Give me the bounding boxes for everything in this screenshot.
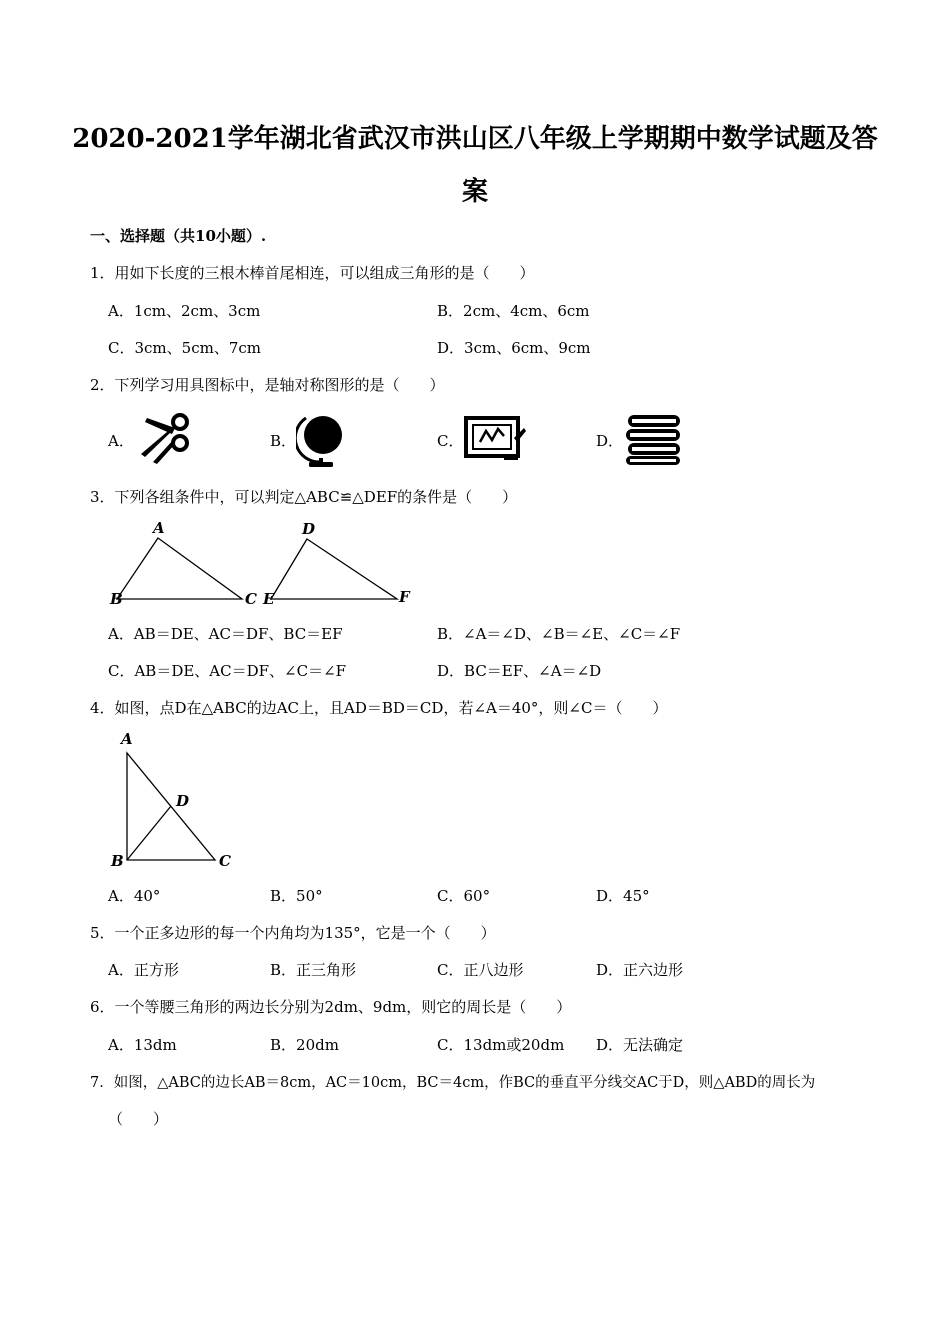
question-7-blank: （ ） [108, 1110, 169, 1128]
q1-option-d: D．3cm、6cm、9cm [437, 339, 591, 357]
q5-option-a: A．正方形 [108, 961, 179, 979]
question-4: 4．如图，点D在△ABC的边AC上，且AD＝BD＝CD，若∠A＝40°，则∠C＝（ ） [90, 699, 668, 717]
q2-option-d-label: D． [596, 432, 624, 450]
document-title-line2: 案 [461, 177, 488, 207]
q4-triangle-figure [105, 728, 245, 873]
label-d: D [302, 520, 316, 538]
q4-option-b: B．50° [270, 887, 323, 905]
question-5: 5．一个正多边形的每一个内角均为135°，它是一个（ ） [90, 924, 496, 942]
q4-option-a: A．40° [108, 887, 161, 905]
q1-option-b: B．2cm、4cm、6cm [437, 302, 590, 320]
q3-option-c: C．AB＝DE、AC＝DF、∠C＝∠F [108, 662, 347, 680]
q6-option-a: A．13dm [108, 1036, 177, 1054]
q5-option-d: D．正六边形 [596, 961, 684, 979]
q6-option-c: C．13dm或20dm [437, 1036, 565, 1054]
label-a: A [121, 730, 133, 748]
label-c: C [245, 590, 257, 608]
q3-option-a: A．AB＝DE、AC＝DF、BC＝EF [108, 625, 343, 643]
question-6: 6．一个等腰三角形的两边长分别为2dm、9dm，则它的周长是（ ） [90, 998, 572, 1016]
q5-option-c: C．正八边形 [437, 961, 524, 979]
q4-option-d: D．45° [596, 887, 650, 905]
q3-triangles-figure [105, 518, 425, 610]
question-3: 3．下列各组条件中，可以判定△ABC≌△DEF的条件是（ ） [90, 488, 518, 506]
q2-option-b-label: B． [270, 432, 297, 450]
label-c: C [219, 852, 231, 870]
q6-option-b: B．20dm [270, 1036, 339, 1054]
label-e: E [263, 590, 275, 608]
document-title-line1: 2020-2021学年湖北省武汉市洪山区八年级上学期期中数学试题及答 [72, 124, 878, 154]
scissors-icon [135, 410, 195, 468]
label-b: B [110, 590, 123, 608]
q3-option-d: D．BC＝EF、∠A＝∠D [437, 662, 602, 680]
section-heading: 一、选择题（共10小题）. [90, 227, 267, 245]
q2-option-a-label: A． [108, 432, 134, 450]
label-d: D [176, 792, 190, 810]
triangle-abc [117, 538, 242, 599]
label-a: A [153, 519, 165, 537]
q4-option-c: C．60° [437, 887, 491, 905]
q6-option-d: D．无法确定 [596, 1036, 684, 1054]
triangle-def [271, 539, 397, 599]
globe-icon [296, 412, 346, 468]
q3-option-b: B．∠A＝∠D、∠B＝∠E、∠C＝∠F [437, 625, 681, 643]
books-icon [624, 412, 684, 466]
question-7: 7．如图，△ABC的边长AB＝8cm，AC＝10cm，BC＝4cm，作BC的垂直平分线交AC于D，则△ABD的周长为 [90, 1075, 816, 1091]
q5-option-b: B．正三角形 [270, 961, 357, 979]
label-f: F [399, 588, 410, 606]
question-2: 2．下列学习用具图标中，是轴对称图形的是（ ） [90, 376, 445, 394]
q1-option-c: C．3cm、5cm、7cm [108, 339, 261, 357]
question-1: 1．用如下长度的三根木棒首尾相连，可以组成三角形的是（ ） [90, 264, 535, 282]
blackboard-icon [464, 416, 526, 462]
label-b: B [111, 852, 124, 870]
segment-bd [127, 806, 171, 860]
q1-option-a: A．1cm、2cm、3cm [108, 302, 261, 320]
q2-option-c-label: C． [437, 432, 464, 450]
